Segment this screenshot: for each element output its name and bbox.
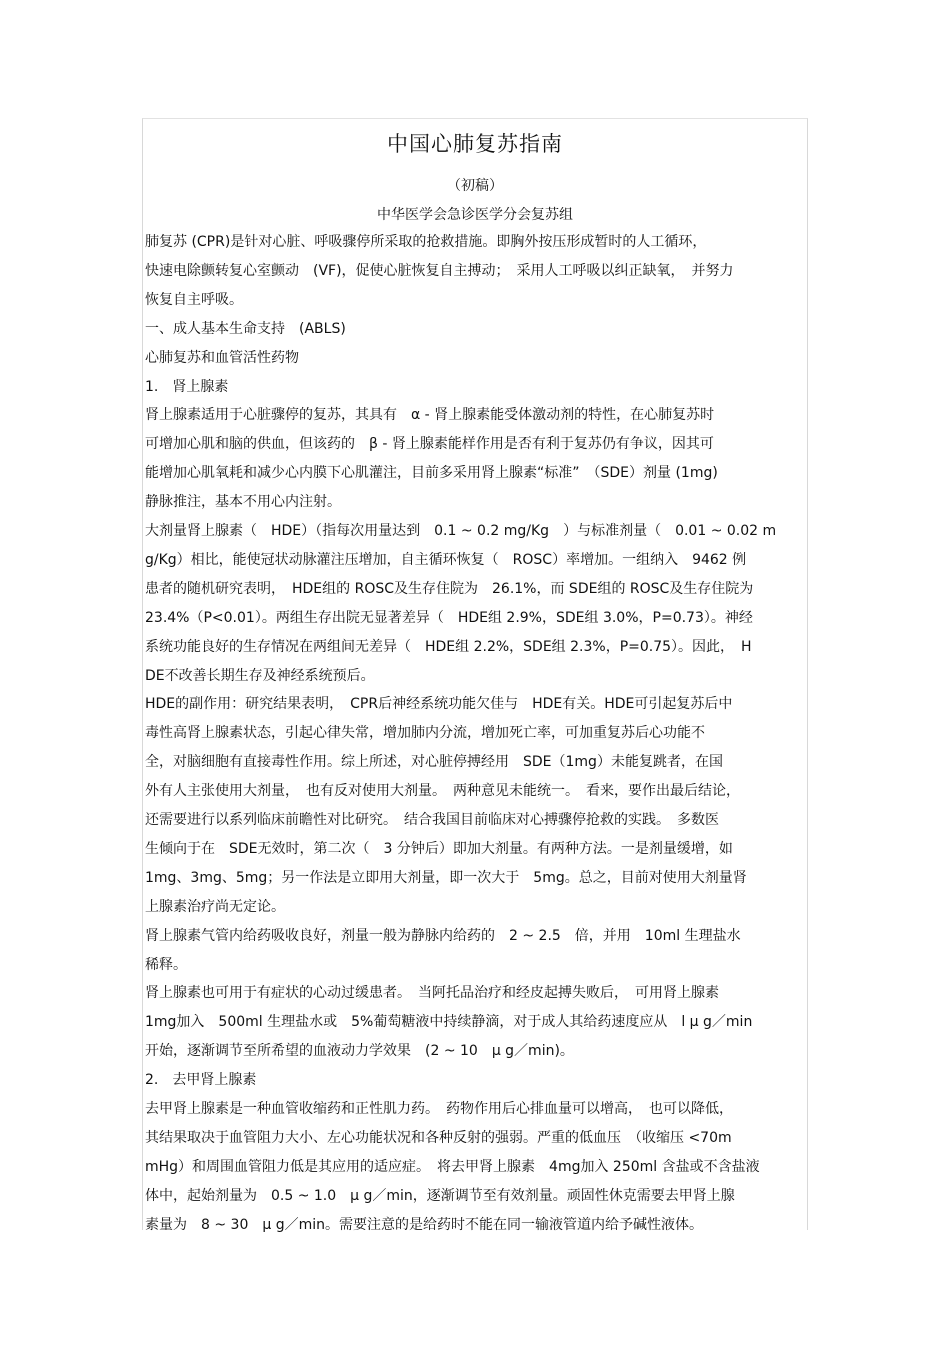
body-line: 1mg、3mg、5mg；另一作法是立即用大剂量，即一次大于 5mg。总之，目前对使用大剂量肾 — [145, 869, 747, 886]
body-line: 系统功能良好的生存情况在两组间无差异（ HDE组 2.2%，SDE组 2.3%，P=0.75）。因此， H — [145, 638, 752, 655]
document-author: 中华医学会急诊医学分会复苏组 — [377, 207, 573, 223]
body-line: mHg）和周围血管阻力低是其应用的适应症。 将去甲肾上腺素 4mg加入 250ml 含盐或不含盐液 — [145, 1158, 760, 1175]
body-line: HDE的副作用：研究结果表明， CPR后神经系统功能欠佳与 HDE有关。HDE可引起复苏后中 — [145, 696, 733, 713]
body-line: 可增加心肌和脑的供血，但该药的 β - 肾上腺素能样作用是否有利于复苏仍有争议，因其可 — [145, 436, 714, 453]
body-line: 肾上腺素也可用于有症状的心动过缓患者。 当阿托品治疗和经皮起搏失败后， 可用肾上腺素 — [145, 985, 719, 1002]
body-line: 稀释。 — [145, 956, 187, 973]
body-line: 1mg加入 500ml 生理盐水或 5%葡萄糖液中持续静滴，对于成人其给药速度应从 l μ g／min — [145, 1014, 753, 1031]
body-line: g/Kg）相比，能使冠状动脉灌注压增加，自主循环恢复（ ROSC）率增加。一组纳入 9462 例 — [145, 551, 747, 568]
body-line: 心肺复苏和血管活性药物 — [145, 349, 299, 366]
body-line: DE不改善长期生存及神经系统预后。 — [145, 667, 375, 684]
body-line: 去甲肾上腺素是一种血管收缩药和正性肌力药。 药物作用后心排血量可以增高， 也可以降低， — [145, 1101, 733, 1117]
body-line: 快速电除颤转复心室颤动 (VF)，促使心脏恢复自主搏动； 采用人工呼吸以纠正缺氧， 并努力 — [145, 262, 734, 279]
body-line: 能增加心肌氧耗和减少心内膜下心肌灌注，目前多采用肾上腺素“标准” （SDE）剂量 (1mg) — [145, 465, 718, 482]
body-line: 全，对脑细胞有直接毒性作用。综上所述，对心脏停搏经用 SDE（1mg）未能复跳者，在国 — [145, 754, 723, 771]
body-line: 一、成人基本生命支持 (ABLS) — [145, 320, 346, 337]
document-title: 中国心肺复苏指南 — [387, 132, 563, 156]
body-line: 开始，逐渐调节至所希望的血液动力学效果 (2 ~ 10 μ g／min)。 — [145, 1043, 574, 1060]
body-line: 患者的随机研究表明， HDE组的 ROSC及生存住院为 26.1%，而 SDE组的 ROSC及生存住院为 — [145, 580, 754, 597]
body-line: 生倾向于在 SDE无效时，第二次（ 3 分钟后）即加大剂量。有两种方法。一是剂量缓增，如 — [145, 840, 733, 857]
body-line: 恢复自主呼吸。 — [145, 291, 243, 308]
body-line: 23.4%（P<0.01）。两组生存出院无显著差异（ HDE组 2.9%，SDE组 3.0%，P=0.73）。神经 — [145, 609, 753, 626]
body-line: 肾上腺素气管内给药吸收良好，剂量一般为静脉内给药的 2 ~ 2.5 倍，并用 10ml 生理盐水 — [145, 927, 741, 944]
body-line: 外有人主张使用大剂量， 也有反对使用大剂量。 两种意见未能统一。 看来，要作出最后结论， — [145, 783, 740, 800]
body-line: 还需要进行以系列临床前瞻性对比研究。 结合我国目前临床对心搏骤停抢救的实践。 多数医 — [145, 812, 719, 828]
document-subtitle: （初稿） — [447, 178, 503, 194]
body-line: 2. 去甲肾上腺素 — [145, 1072, 257, 1089]
body-line: 肺复苏 (CPR)是针对心脏、呼吸骤停所采取的抢救措施。即胸外按压形成暂时的人工循环， — [145, 234, 707, 250]
body-line: 静脉推注，基本不用心内注射。 — [145, 494, 341, 511]
body-line: 毒性高肾上腺素状态，引起心律失常，增加肺内分流，增加死亡率，可加重复苏后心功能不 — [145, 725, 705, 742]
body-line: 1. 肾上腺素 — [145, 378, 229, 395]
body-line: 其结果取决于血管阻力大小、左心功能状况和各种反射的强弱。严重的低血压 （收缩压 <70m — [145, 1129, 732, 1146]
body-line: 素量为 8 ~ 30 μ g／min。需要注意的是给药时不能在同一输液管道内给予碱性液体。 — [145, 1216, 703, 1233]
body-line: 体中，起始剂量为 0.5 ~ 1.0 μ g／min，逐渐调节至有效剂量。顽固性休克需要去甲肾上腺 — [145, 1187, 735, 1204]
body-line: 肾上腺素适用于心脏骤停的复苏，其具有 α - 肾上腺素能受体激动剂的特性，在心肺复苏时 — [145, 407, 715, 424]
body-line: 上腺素治疗尚无定论。 — [145, 898, 285, 915]
body-line: 大剂量肾上腺素（ HDE）（指每次用量达到 0.1 ~ 0.2 mg/Kg ）与标准剂量（ 0.01 ~ 0.02 m — [145, 523, 777, 539]
